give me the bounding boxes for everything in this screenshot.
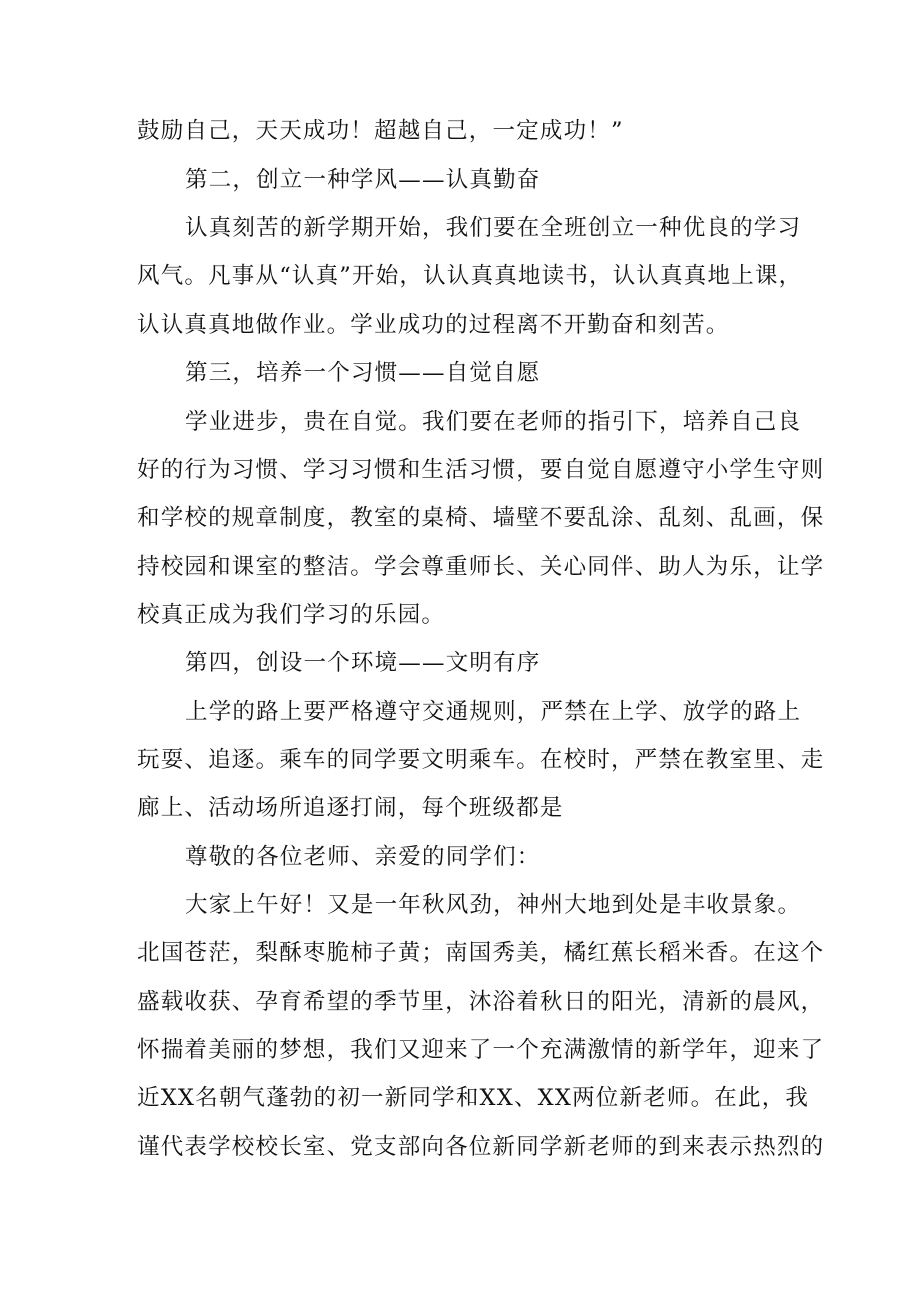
text-line: 鼓励自己，天天成功！超越自己，一定成功！”	[137, 118, 624, 144]
text-line: 风气。凡事从“认真”开始，认认真真地读书，认认真真地上课，	[137, 263, 803, 289]
text-line: 谨代表学校校长室、党支部向各位新同学新老师的到来表示热烈的	[137, 1134, 825, 1160]
text-line: 廊上、活动场所追逐打闹，每个班级都是	[137, 795, 564, 821]
text-line: 北国苍茫，梨酥枣脆柿子黄；南国秀美，橘红蕉长稻米香。在这个	[137, 940, 825, 966]
text-line: 校真正成为我们学习的乐园。	[137, 602, 446, 628]
text-line: 怀揣着美丽的梦想，我们又迎来了一个充满激情的新学年，迎来了	[137, 1037, 825, 1063]
text-line: 持校园和课室的整洁。学会尊重师长、关心同伴、助人为乐，让学	[137, 554, 825, 580]
text-line: 和学校的规章制度，教室的桌椅、墙壁不要乱涂、乱刻、乱画，保	[137, 505, 825, 531]
text-line: 认真刻苦的新学期开始，我们要在全班创立一种优良的学习	[185, 215, 802, 241]
text-line: 大家上午好！又是一年秋风劲，神州大地到处是丰收景象。	[185, 892, 802, 918]
text-line: 好的行为习惯、学习习惯和生活习惯，要自觉自愿遵守小学生守则	[137, 457, 825, 483]
section-heading: 第三，培养一个习惯——自觉自愿	[185, 360, 541, 386]
text-line: 玩耍、追逐。乘车的同学要文明乘车。在校时，严禁在教室里、走	[137, 747, 825, 773]
text-line: 上学的路上要严格遵守交通规则，严禁在上学、放学的路上	[185, 699, 802, 725]
section-heading: 第二，创立一种学风——认真勤奋	[185, 167, 541, 193]
text-line: 认认真真地做作业。学业成功的过程离不开勤奋和刻苦。	[137, 312, 730, 338]
salutation: 尊敬的各位老师、亲爱的同学们：	[185, 844, 541, 870]
text-line: 近XX名朝气蓬勃的初一新同学和XX、XX两位新老师。在此，我	[137, 1085, 810, 1111]
section-heading: 第四，创设一个环境——文明有序	[185, 650, 541, 676]
text-line: 盛载收获、孕育希望的季节里，沐浴着秋日的阳光，清新的晨风，	[137, 989, 825, 1015]
text-line: 学业进步，贵在自觉。我们要在老师的指引下，培养自己良	[185, 409, 802, 435]
